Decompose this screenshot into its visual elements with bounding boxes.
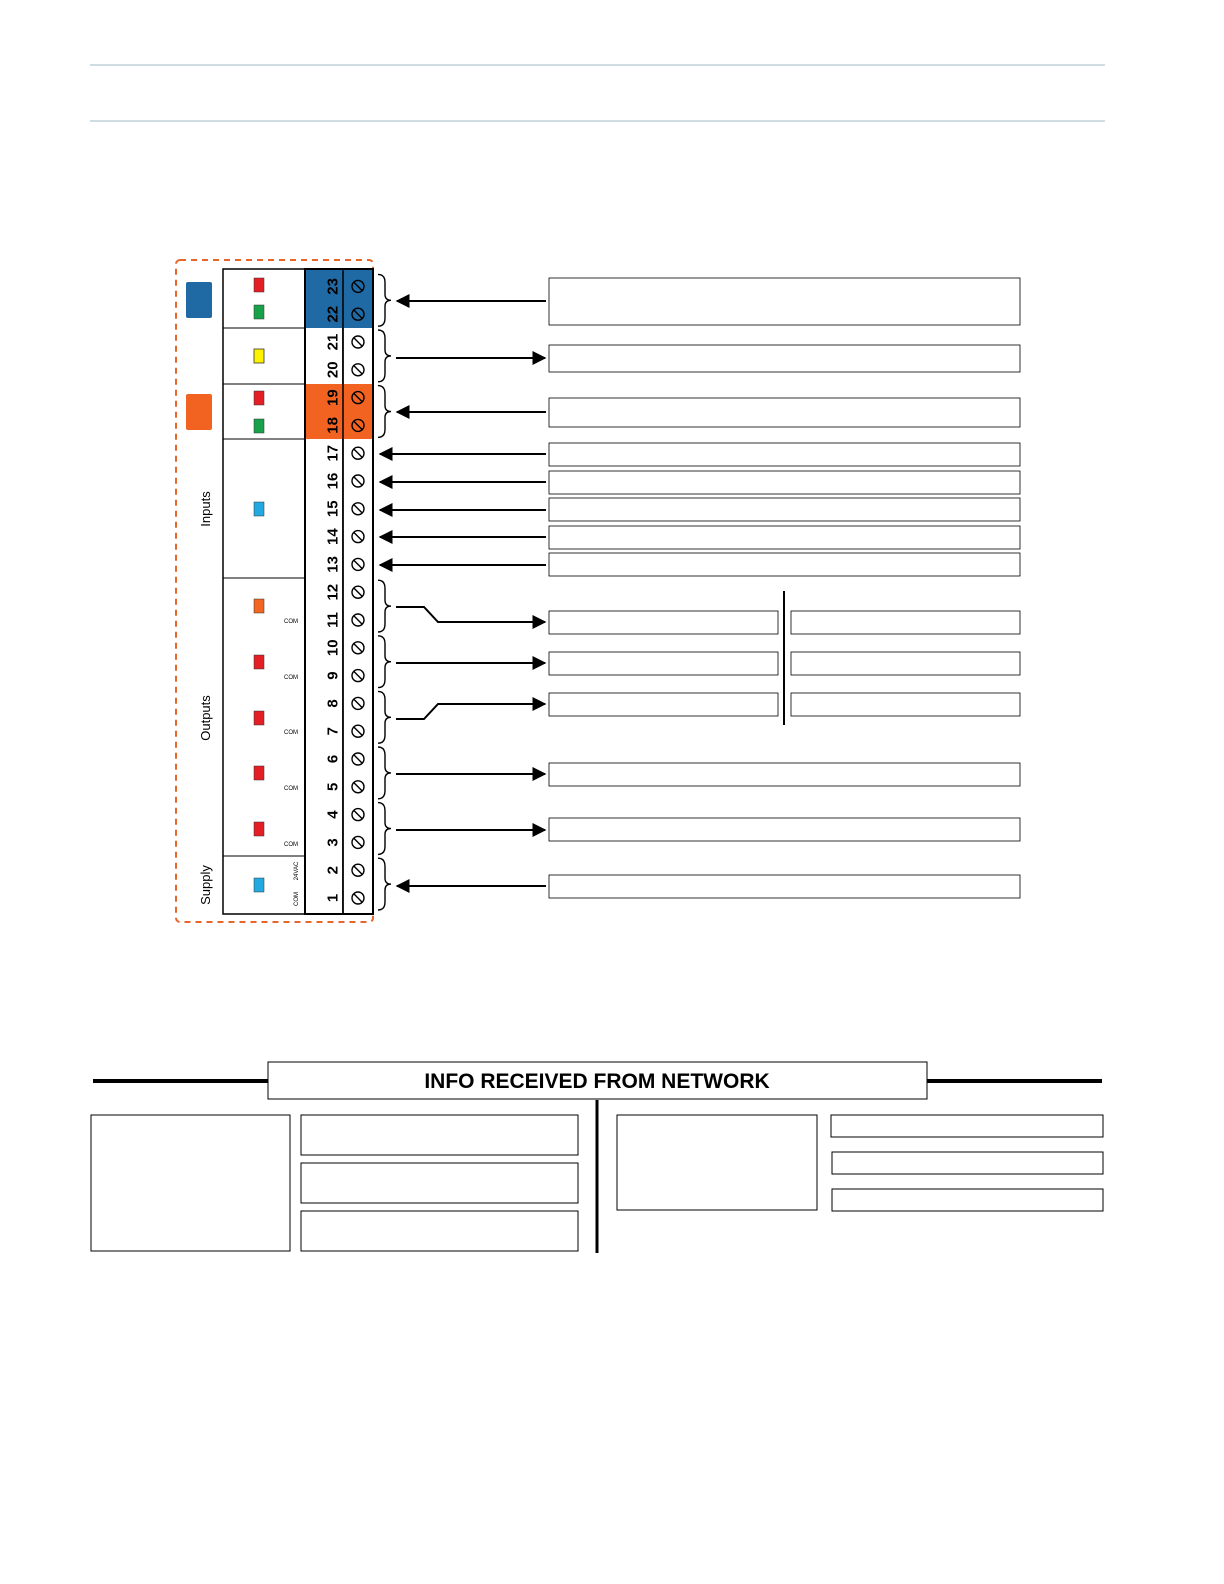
arrows [380,301,546,886]
outputs-label: Outputs [198,695,213,741]
network-left-big-box [91,1115,290,1251]
terminal-number: 20 [324,361,342,379]
network-right-big-box [617,1115,817,1210]
com-label: COM [284,842,298,848]
network-right-field-3 [832,1189,1103,1211]
led-blue [254,502,264,516]
label-box-9-10-b [791,652,1020,675]
terminal-number: 4 [324,810,342,819]
terminal-number: 11 [324,612,342,628]
label-box-22-23 [549,278,1020,325]
terminal-number: 17 [324,444,342,462]
terminal-number: 9 [324,671,342,680]
brace-20-21 [378,330,391,382]
label-box-7-8-b [791,693,1020,716]
supply-24vac-label: 24VAC [294,861,300,881]
label-box-18-19 [549,398,1020,427]
com-label: COM [284,675,298,681]
brace-1-2 [378,858,391,910]
led-green [254,419,264,433]
terminal-number: 1 [324,893,342,903]
inputs-label: Inputs [198,491,213,527]
brace-11-12 [378,580,391,632]
label-boxes [549,278,1020,898]
label-box-5-6 [549,763,1020,786]
orange-tile [186,394,212,430]
led-orange [254,599,264,613]
terminal-number: 6 [324,754,342,764]
terminal-number: 18 [324,417,342,434]
terminal-number: 15 [324,500,342,518]
led-red [254,711,264,725]
terminal-number: 7 [324,727,342,736]
led-red [254,766,264,780]
brace-9-10 [378,636,391,688]
brace-3-4 [378,803,391,855]
terminal-number: 8 [324,699,342,708]
terminal-number: 3 [324,838,342,847]
com-label: COM [284,730,298,736]
terminal-number: 2 [324,866,342,875]
label-box-20-21 [549,345,1020,372]
led-yellow [254,349,264,363]
label-box-9-10-a [549,652,778,675]
terminal-number: 22 [324,305,342,323]
led-red [254,655,264,669]
terminal-number: 19 [324,389,342,406]
brace-18-19 [378,386,391,438]
led-green [254,305,264,319]
label-box-15 [549,498,1020,521]
label-box-11-12-b [791,611,1020,634]
led-red [254,278,264,292]
brace-7-8 [378,691,391,743]
terminal-number: 13 [324,556,342,573]
network-title: INFO RECEIVED FROM NETWORK [424,1070,770,1093]
terminal-number: 23 [324,278,342,295]
label-box-14 [549,526,1020,549]
terminal-number: 14 [324,528,342,545]
com-label: COM [284,619,298,625]
led-red [254,822,264,836]
network-left-field-2 [301,1163,578,1203]
network-left-field-3 [301,1211,578,1251]
label-box-13 [549,553,1020,576]
com-label: COM [284,786,298,792]
label-box-1-2 [549,875,1020,898]
led-column [223,269,305,914]
label-box-3-4 [549,818,1020,841]
network-right-field-1 [831,1115,1103,1137]
label-box-11-12-a [549,611,778,634]
label-box-7-8-a [549,693,778,716]
terminal-number: 21 [324,333,342,351]
brace-22-23 [378,274,391,326]
arrow-out-7-8 [396,704,545,719]
network-left-field-1 [301,1115,578,1155]
label-box-16 [549,471,1020,494]
terminal-number: 12 [324,583,342,601]
blue-tile [186,282,212,318]
brace-5-6 [378,747,391,799]
terminal-number: 5 [324,782,342,791]
terminal-number: 16 [324,472,342,490]
supply-com-label: COM [294,892,300,906]
led-blue [254,878,264,892]
led-red [254,391,264,405]
braces [378,274,391,910]
supply-label: Supply [198,865,213,905]
arrow-out-11-12 [396,607,545,622]
label-box-17 [549,443,1020,466]
terminal-number: 10 [324,639,342,657]
network-right-field-2 [832,1152,1103,1174]
